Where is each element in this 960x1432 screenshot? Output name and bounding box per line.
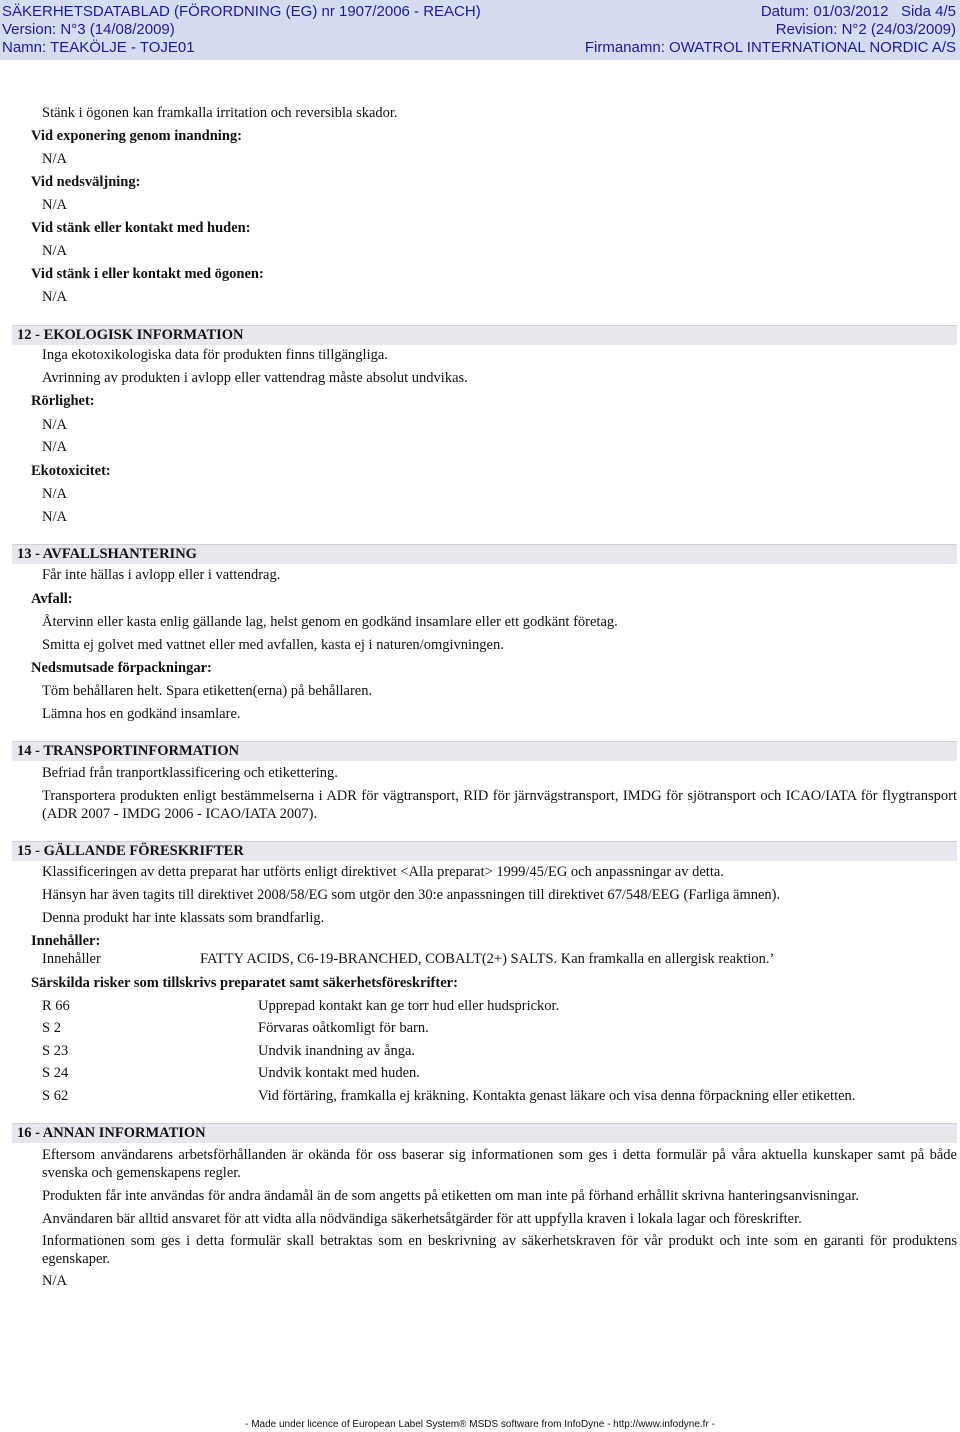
eco-line-1: Inga ekotoxikologiska data för produkten finns tillgängliga. <box>42 347 388 363</box>
section-16-heading <box>12 1123 957 1143</box>
inhalation-value: N/A <box>42 151 67 167</box>
mobility-label: Rörlighet: <box>31 393 95 409</box>
section-14-heading <box>12 741 957 761</box>
regulation-line-1: Klassificeringen av detta preparat har utförts enligt direktivet <Alla preparat> 1999/45/EG och anpassningar av detta. <box>42 864 724 880</box>
eco-line-2: Avrinning av produkten i avlopp eller vattendrag måste absolut undvikas. <box>42 370 468 386</box>
phrase-code: S 24 <box>42 1065 69 1081</box>
phrase-text: Undvik inandning av ånga. <box>258 1043 416 1059</box>
header-row-1 <box>0 3 960 22</box>
packaging-text-1: Töm behållaren helt. Spara etiketten(erna) på behållaren. <box>42 683 373 699</box>
section-12-heading <box>12 325 957 345</box>
other-info-p2: Produkten får inte användas för andra ändamål än de som angetts på etiketten om man inte på förhand erhållit skrivna hanteringsanvisningar. <box>42 1188 859 1204</box>
ingestion-value: N/A <box>42 197 67 213</box>
eye-value: N/A <box>42 289 67 305</box>
doc-revision: Revision: N°2 (24/03/2009) <box>775 21 956 38</box>
phrase-code: R 66 <box>42 998 70 1014</box>
other-info-p3: Användaren bär alltid ansvaret för att vidta alla nödvändiga säkerhetsåtgärder för att uppfylla kraven i lokala lagar och föreskrifter. <box>42 1211 802 1227</box>
section-16-title: 16 - ANNAN INFORMATION <box>17 1125 206 1141</box>
skin-value: N/A <box>42 243 67 259</box>
section-13-heading <box>12 544 957 564</box>
other-info-p4: Informationen som ges i detta formulär skall betraktas som en beskrivning av säkerhetskraven för vår produkt och inte som en garanti för produktens egenskaper. <box>42 1233 957 1267</box>
transport-line-1: Befriad från tranportklassificering och etikettering. <box>42 765 338 781</box>
ecotox-value-2: N/A <box>42 509 67 525</box>
risks-label: Särskilda risker som tillskrivs preparatet samt säkerhetsföreskrifter: <box>31 975 458 991</box>
waste-label: Avfall: <box>31 591 73 607</box>
packaging-text-2: Lämna hos en godkänd insamlare. <box>42 706 241 722</box>
section-13-title: 13 - AVFALLSHANTERING <box>17 546 197 562</box>
waste-line-1: Får inte hällas i avlopp eller i vattendrag. <box>42 567 281 583</box>
header-row-3 <box>0 39 960 58</box>
document-header <box>0 0 960 60</box>
header-row-2 <box>0 21 960 40</box>
phrase-text: Förvaras oåtkomligt för barn. <box>258 1020 429 1036</box>
eye-label: Vid stänk i eller kontakt med ögonen: <box>31 266 264 282</box>
mobility-value-2: N/A <box>42 439 67 455</box>
mobility-value-1: N/A <box>42 417 67 433</box>
skin-label: Vid stänk eller kontakt med huden: <box>31 220 251 236</box>
doc-date: Datum: 01/03/2012 <box>760 3 889 20</box>
regulation-line-2: Hänsyn har även tagits till direktivet 2008/58/EG som utgör den 30:e anpassningen till direktivet 67/548/EEG (Farliga ämnen). <box>42 887 781 903</box>
contains-label: Innehåller: <box>31 933 101 949</box>
phrase-code: S 62 <box>42 1088 69 1104</box>
ecotox-value-1: N/A <box>42 486 67 502</box>
section-12-title: 12 - EKOLOGISK INFORMATION <box>17 327 244 343</box>
contains-value: FATTY ACIDS, C6-19-BRANCHED, COBALT(2+) SALTS. Kan framkalla en allergisk reaktion.’ <box>200 951 775 967</box>
section-14-title: 14 - TRANSPORTINFORMATION <box>17 743 240 759</box>
inhalation-label: Vid exponering genom inandning: <box>31 128 242 144</box>
phrase-code: S 23 <box>42 1043 69 1059</box>
other-info-na: N/A <box>42 1273 67 1289</box>
transport-line-2: Transportera produkten enligt bestämmelserna i ADR för vägtransport, RID för järnvägstransport, IMDG för sjötransport och ICAO/IATA för flygtransport (ADR 2007 - IMDG 2006 - ICAO/IATA 2007). <box>42 788 957 822</box>
page-number: Sida 4/5 <box>900 3 956 20</box>
phrase-text: Undvik kontakt med huden. <box>258 1065 420 1081</box>
doc-title: SÄKERHETSDATABLAD (FÖRORDNING (EG) nr 1907/2006 - REACH) <box>2 3 481 20</box>
phrase-text: Upprepad kontakt kan ge torr hud eller hudsprickor. <box>258 998 560 1014</box>
page-footer: - Made under licence of European Label System® MSDS software from InfoDyne - http://www.infodyne.fr - <box>245 1419 715 1430</box>
phrase-text: Vid förtäring, framkalla ej kräkning. Kontakta genast läkare och visa denna förpackning eller etiketten. <box>258 1088 856 1104</box>
ecotox-label: Ekotoxicitet: <box>31 463 111 479</box>
doc-version: Version: N°3 (14/08/2009) <box>2 21 175 38</box>
phrase-code: S 2 <box>42 1020 61 1036</box>
other-info-p1: Eftersom användarens arbetsförhållanden är okända för oss baserar sig informationen som ges i detta formulär på våra aktuella kunskaper samt på både svenska och gemenskapens regler. <box>42 1147 957 1181</box>
product-name: Namn: TEAKÖLJE - TOJE01 <box>2 39 195 56</box>
contains-key: Innehåller <box>42 951 101 967</box>
packaging-label: Nedsmutsade förpackningar: <box>31 660 212 676</box>
company-name: Firmanamn: OWATROL INTERNATIONAL NORDIC A/S <box>584 39 956 56</box>
date-page <box>761 3 956 20</box>
section-15-heading <box>12 841 957 861</box>
regulation-line-3: Denna produkt har inte klassats som brandfarlig. <box>42 910 325 926</box>
ingestion-label: Vid nedsväljning: <box>31 174 141 190</box>
section-15-title: 15 - GÄLLANDE FÖRESKRIFTER <box>17 843 244 859</box>
eye-damage-text: Stänk i ögonen kan framkalla irritation och reversibla skador. <box>42 105 398 121</box>
waste-text-1: Återvinn eller kasta enlig gällande lag, helst genom en godkänd insamlare eller ett godkänt företag. <box>42 614 618 630</box>
waste-text-2: Smitta ej golvet med vattnet eller med avfallen, kasta ej i naturen/omgivningen. <box>42 637 504 653</box>
